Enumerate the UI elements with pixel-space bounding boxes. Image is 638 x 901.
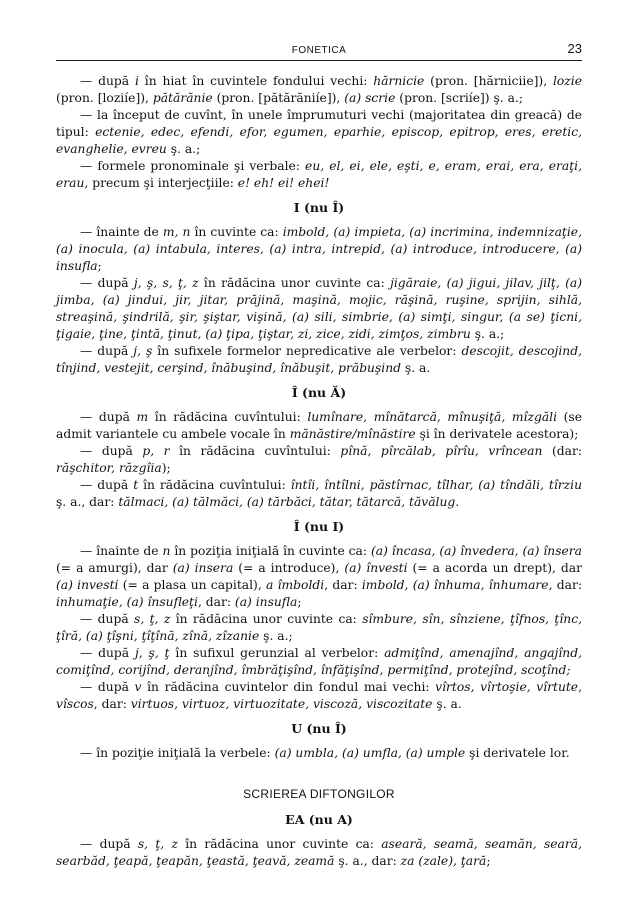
text-run: — după — [80, 276, 134, 290]
text-run: în sufixul gerunzial al verbelor: — [169, 646, 385, 660]
italic-term: virtuos, virtuoz, virtuozitate, viscoză, viscozitate — [130, 697, 433, 711]
italic-term: (a) încasa, (a) învedera, (a) însera — [370, 544, 582, 558]
text-run: precum şi interjecţiile: — [88, 176, 238, 190]
paragraph — [56, 645, 582, 679]
italic-term: e! eh! ei! ehei! — [237, 176, 330, 190]
italic-term: za (zale), ţară — [400, 854, 487, 868]
text-run: în rădăcina cuvintelor din fondul mai vechi: — [141, 680, 436, 694]
text-run: , dar: — [324, 578, 362, 592]
text-run: în rădăcina cuvîntului: — [138, 478, 291, 492]
italic-term: descojit, descojind, tînjind, vestejit, cerşind, înăbuşind, înăbuşit, prăbuşind — [56, 344, 582, 375]
italic-term: a îmboldi — [266, 578, 325, 592]
text-run: în rădăcina unor cuvinte ca: — [177, 837, 382, 851]
italic-term: hărnicie — [373, 74, 425, 88]
italic-term: imbold, (a) impieta, (a) incrimina, indemnizaţie, (a) inocula, (a) intabula, interes, (a) intra, intrepid, (a) introduce, introducere, (a) insufla — [56, 225, 582, 273]
section-heading: EA (nu A) — [285, 812, 353, 827]
text-run: ş. a.; — [259, 629, 293, 643]
text-run: ş. a.; — [166, 142, 201, 156]
text-run: şi derivatele lor. — [465, 746, 570, 760]
italic-term: p, r — [142, 444, 170, 458]
italic-term: s, ţ, z — [137, 837, 178, 851]
italic-term: vîrtos, vîrtoşie, vîrtute, vîscos — [56, 680, 582, 711]
text-run: ş. a. — [432, 697, 462, 711]
text-run: ; — [97, 259, 102, 273]
page-number: 23 — [567, 41, 582, 56]
italic-term: întîi, întîlni, păstîrnac, tîlhar, (a) tîndăli, tîrziu — [290, 478, 582, 492]
italic-term: j, ş, ţ — [134, 646, 170, 660]
text-run: ş. a., dar: — [334, 854, 401, 868]
text-run: (= a amurgi), dar — [56, 561, 173, 575]
paragraph — [56, 611, 582, 645]
italic-term: pătărănie — [152, 91, 213, 105]
paragraph — [56, 543, 582, 611]
italic-term: m — [136, 410, 149, 424]
page-body — [56, 73, 582, 870]
text-run: — după — [80, 837, 138, 851]
italic-term: (a) insera — [172, 561, 234, 575]
paragraph — [56, 409, 582, 443]
text-run: în hiat în cuvintele fondului vechi: — [138, 74, 374, 88]
italic-term: inhumaţie, (a) însufleţi — [56, 595, 198, 609]
italic-term: lumînare, mînătarcă, mînuşiţă, mîzgăli — [307, 410, 558, 424]
text-run: — după — [80, 444, 143, 458]
text-run: (dar: — [542, 444, 583, 458]
text-run: (= a introduce), — [233, 561, 345, 575]
page-header — [56, 40, 582, 61]
italic-term: (a) umbla, (a) umfla, (a) umple — [274, 746, 466, 760]
italic-term: v — [134, 680, 142, 694]
text-run: în sufixele formelor nepredicative ale verbelor: — [152, 344, 462, 358]
text-run: (pron. [scriíe]) ş. a.; — [395, 91, 524, 105]
text-run: în rădăcina unor cuvinte ca: — [198, 276, 391, 290]
italic-term: mănăstire/mînăstire — [289, 427, 416, 441]
text-run: în poziţia iniţială în cuvinte ca: — [170, 544, 371, 558]
italic-term: lozie — [552, 74, 582, 88]
text-run: ); — [161, 461, 171, 475]
italic-term: (a) investi — [56, 578, 119, 592]
paragraph — [56, 107, 582, 158]
italic-term: jigăraie, (a) jigui, jilav, jilţ, (a) jimba, (a) jindui, jir, jitar, prăjină, maşină, mojic, răşină, ruşine, sprijin, sihlă, streaşină, şindrilă, şir, şiştar, vişină, (a) sili, simbrie, (a) simţi, singur, (a se) ţicni, ţigaie, ţine, ţintă, ţinut, (a) ţipa, ţiştar, zi, zice, zidi, zimţos, zimbru — [56, 276, 583, 341]
text-run: ş. a. — [401, 361, 431, 375]
text-run: — după — [80, 410, 137, 424]
text-run: — după — [80, 74, 135, 88]
paragraph — [56, 158, 582, 192]
text-run: — după — [80, 344, 134, 358]
italic-term: m, n — [162, 225, 191, 239]
section-heading: Î (nu I) — [293, 519, 345, 534]
paragraph — [56, 73, 582, 107]
text-run: ş. a., dar: — [56, 495, 119, 509]
text-run: — în poziţie iniţială la verbele: — [80, 746, 275, 760]
text-run: — formele pronominale şi verbale: — [80, 159, 306, 173]
text-run: în rădăcina cuvîntului: — [148, 410, 308, 424]
text-run: şi în derivatele acestora); — [415, 427, 579, 441]
paragraph — [56, 275, 582, 343]
paragraph — [56, 745, 582, 762]
text-run: , dar: — [197, 595, 235, 609]
italic-term: ectenie, edec, efendi, efor, egumen, eparhie, episcop, epitrop, eres, eretic, evanghelie, evreu — [56, 125, 582, 156]
italic-term: t — [133, 478, 139, 492]
text-run: — la început de cuvînt, în unele împrumuturi vechi (majoritatea din greacă) de tipul: — [56, 108, 582, 139]
text-run: — după — [80, 680, 135, 694]
chapter-heading: SCRIEREA DIFTONGILOR — [243, 787, 395, 801]
text-run: (= a plasa un capital), — [118, 578, 266, 592]
text-run: în cuvinte ca: — [190, 225, 283, 239]
italic-term: răşchitor, răzgîia — [56, 461, 162, 475]
text-run: , dar: — [548, 578, 582, 592]
text-run: (pron. [pătărăniíe]), — [212, 91, 345, 105]
text-run: — înainte de — [80, 225, 163, 239]
italic-term: i — [134, 74, 139, 88]
text-run: (= a acorda un drept), dar — [407, 561, 582, 575]
text-run: . — [455, 495, 460, 509]
text-run: — după — [80, 612, 135, 626]
paragraph — [56, 836, 582, 870]
section-heading: I (nu Î) — [293, 200, 345, 215]
running-title: FONETICA — [291, 45, 347, 56]
text-run: (pron. [hărniciie]), — [424, 74, 553, 88]
paragraph — [56, 343, 582, 377]
text-run: ş. a.; — [470, 327, 505, 341]
paragraph — [56, 443, 582, 477]
text-run: ; — [297, 595, 302, 609]
section-heading: Î (nu Ă) — [291, 385, 347, 400]
text-run: , dar: — [93, 697, 131, 711]
italic-term: (a) scrie — [344, 91, 396, 105]
text-run: — după — [80, 646, 135, 660]
text-run: (se admit variantele cu ambele vocale în — [56, 410, 583, 441]
text-run: ; — [486, 854, 491, 868]
italic-term: (a) învesti — [344, 561, 408, 575]
italic-term: j, ş — [133, 344, 153, 358]
paragraph — [56, 477, 582, 511]
italic-term: admiţînd, amenajînd, angajînd, comiţînd, corijînd, deranjînd, îmbrăţişînd, înfăţişînd, permiţînd, protejînd, scoţînd; — [56, 646, 582, 677]
text-run: — înainte de — [80, 544, 163, 558]
italic-term: pînă, pîrcălab, pîrîu, vrîncean — [340, 444, 543, 458]
italic-term: n — [162, 544, 171, 558]
text-run: — după — [80, 478, 134, 492]
italic-term: s, ţ, z — [134, 612, 171, 626]
text-run: în rădăcina cuvîntului: — [169, 444, 341, 458]
italic-term: sîmbure, sîn, sînziene, ţîfnos, ţînc, ţîră, (a) ţîşni, ţîţînă, zînă, zîzanie — [56, 612, 583, 643]
paragraph — [56, 224, 582, 275]
text-run: (pron. [loziíe]), — [56, 91, 153, 105]
paragraph — [56, 679, 582, 713]
italic-term: aseară, seamă, seamăn, seară, searbăd, ţeapă, ţeapăn, ţeastă, ţeavă, zeamă — [56, 837, 582, 868]
italic-term: (a) insufla — [234, 595, 298, 609]
text-run: în rădăcina unor cuvinte ca: — [170, 612, 363, 626]
italic-term: eu, el, ei, ele, eşti, e, eram, erai, era, eraţi, erau, — [56, 159, 582, 190]
italic-term: tălmaci, (a) tălmăci, (a) tărbăci, tătar, tătarcă, tăvălug — [118, 495, 456, 509]
italic-term: imbold, (a) înhuma, înhumare — [361, 578, 549, 592]
italic-term: j, ş, s, ţ, z — [133, 276, 199, 290]
section-heading: U (nu Î) — [291, 721, 347, 736]
